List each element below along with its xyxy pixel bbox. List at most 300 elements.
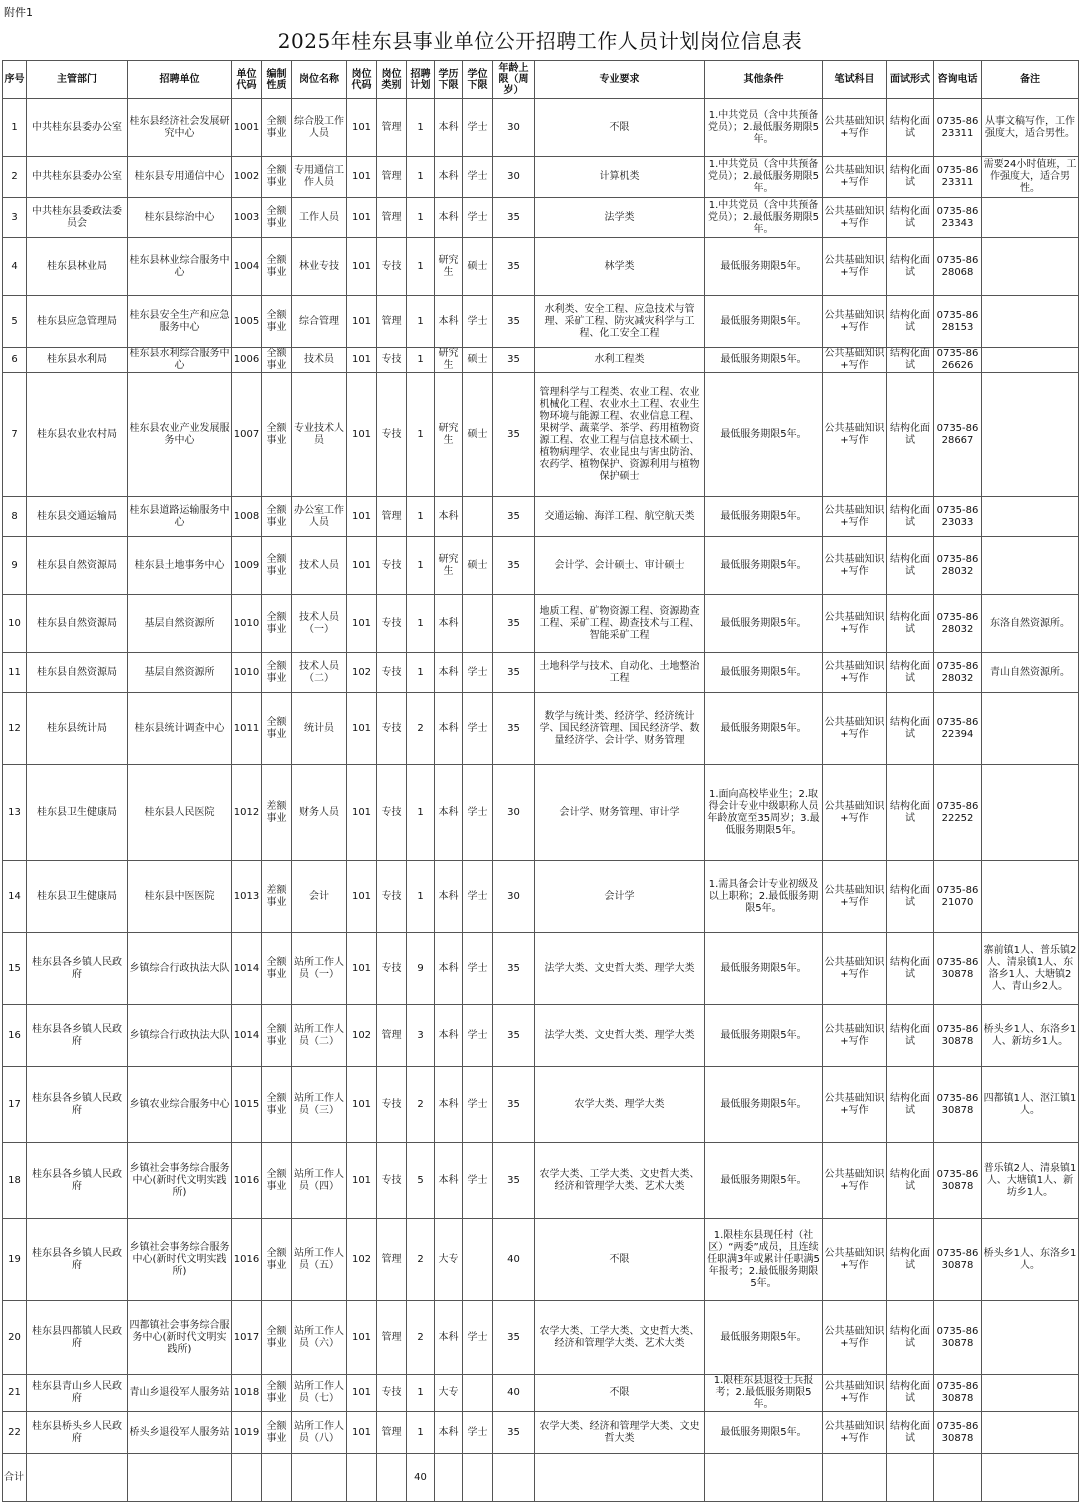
table-row bbox=[3, 1067, 1079, 1143]
cell-post-name: 技术人员（二） bbox=[292, 653, 347, 693]
cell-post-name: 统计员 bbox=[292, 693, 347, 765]
cell-major: 会计学、会计硕士、审计硕士 bbox=[535, 537, 705, 595]
cell-age-max: 35 bbox=[493, 595, 535, 653]
cell-department: 桂东县林业局 bbox=[27, 238, 128, 296]
header-post-category: 岗位类别 bbox=[377, 61, 407, 99]
cell-post-code: 101 bbox=[347, 99, 377, 157]
cell-remarks bbox=[982, 238, 1079, 296]
cell-department: 桂东县各乡镇人民政府 bbox=[27, 1143, 128, 1219]
cell-post-category: 专技 bbox=[377, 348, 407, 373]
table-row bbox=[3, 373, 1079, 497]
cell-no: 20 bbox=[3, 1301, 27, 1375]
cell-post-code: 101 bbox=[347, 1301, 377, 1375]
cell-unit: 桂东县综治中心 bbox=[128, 198, 232, 238]
cell-age-max: 35 bbox=[493, 1067, 535, 1143]
cell-remarks bbox=[982, 693, 1079, 765]
cell-post-name: 专用通信工作人员 bbox=[292, 157, 347, 198]
cell-degree-min: 硕士 bbox=[463, 537, 493, 595]
cell-other-conditions: 最低服务期限5年。 bbox=[705, 1301, 823, 1375]
cell-degree-min bbox=[463, 595, 493, 653]
cell-age-max: 35 bbox=[493, 348, 535, 373]
cell-interview-form: 结构化面试 bbox=[887, 296, 934, 348]
cell-unit: 桂东县统计调查中心 bbox=[128, 693, 232, 765]
cell-major: 不限 bbox=[535, 1375, 705, 1412]
table-row bbox=[3, 693, 1079, 765]
cell-post-category: 专技 bbox=[377, 1375, 407, 1412]
cell-unit: 桂东县经济社会发展研究中心 bbox=[128, 99, 232, 157]
header-unit-code: 单位代码 bbox=[232, 61, 262, 99]
cell-major: 农学大类、工学大类、文史哲大类、经济和管理学大类、艺术大类 bbox=[535, 1143, 705, 1219]
cell-staffing-type: 全额事业 bbox=[262, 1143, 292, 1219]
cell-major: 农学大类、经济和管理学大类、文史哲大类 bbox=[535, 1412, 705, 1454]
cell-department: 桂东县各乡镇人民政府 bbox=[27, 1219, 128, 1301]
cell-age-max: 35 bbox=[493, 693, 535, 765]
table-row bbox=[3, 296, 1079, 348]
cell-unit: 桂东县专用通信中心 bbox=[128, 157, 232, 198]
header-department: 主管部门 bbox=[27, 61, 128, 99]
cell-post-category: 管理 bbox=[377, 1301, 407, 1375]
table-row bbox=[3, 99, 1079, 157]
cell-unit: 基层自然资源所 bbox=[128, 653, 232, 693]
cell-exam-subject: 公共基础知识+写作 bbox=[823, 1005, 887, 1067]
cell-interview-form: 结构化面试 bbox=[887, 765, 934, 861]
cell-age-max: 35 bbox=[493, 1005, 535, 1067]
cell-unit: 桥头乡退役军人服务站 bbox=[128, 1412, 232, 1454]
cell-phone: 0735-8630878 bbox=[934, 1412, 982, 1454]
header-education-min: 学历下限 bbox=[435, 61, 463, 99]
cell-unit-code: 1010 bbox=[232, 595, 262, 653]
cell-plan: 1 bbox=[407, 1375, 435, 1412]
cell-exam-subject: 公共基础知识+写作 bbox=[823, 373, 887, 497]
cell-post-code: 101 bbox=[347, 1143, 377, 1219]
cell-other-conditions: 1.中共党员（含中共预备党员）；2.最低服务期限5年。 bbox=[705, 198, 823, 238]
cell-age-max: 35 bbox=[493, 296, 535, 348]
cell-staffing-type: 全额事业 bbox=[262, 693, 292, 765]
cell-staffing-type: 全额事业 bbox=[262, 296, 292, 348]
cell-age-max: 35 bbox=[493, 1301, 535, 1375]
table-row bbox=[3, 157, 1079, 198]
cell-interview-form: 结构化面试 bbox=[887, 595, 934, 653]
cell-degree-min: 学士 bbox=[463, 765, 493, 861]
cell-department: 桂东县农业农村局 bbox=[27, 373, 128, 497]
cell-other-conditions: 最低服务期限5年。 bbox=[705, 1005, 823, 1067]
cell-post-category: 管理 bbox=[377, 157, 407, 198]
cell-phone: 0735-8621070 bbox=[934, 861, 982, 933]
header-other-conditions: 其他条件 bbox=[705, 61, 823, 99]
total-label: 合计 bbox=[3, 1454, 27, 1502]
cell-no: 19 bbox=[3, 1219, 27, 1301]
table-row bbox=[3, 348, 1079, 373]
cell-other-conditions: 最低服务期限5年。 bbox=[705, 1143, 823, 1219]
cell-interview-form: 结构化面试 bbox=[887, 1005, 934, 1067]
cell-education-min: 本科 bbox=[435, 595, 463, 653]
cell-post-code: 101 bbox=[347, 373, 377, 497]
cell-interview-form: 结构化面试 bbox=[887, 198, 934, 238]
cell-other-conditions: 最低服务期限5年。 bbox=[705, 1412, 823, 1454]
table-row bbox=[3, 1219, 1079, 1301]
cell-degree-min: 学士 bbox=[463, 1301, 493, 1375]
cell-education-min: 本科 bbox=[435, 653, 463, 693]
cell-staffing-type: 全额事业 bbox=[262, 157, 292, 198]
cell-unit-code: 1010 bbox=[232, 653, 262, 693]
cell-no: 3 bbox=[3, 198, 27, 238]
table-row bbox=[3, 933, 1079, 1005]
cell-unit: 桂东县土地事务中心 bbox=[128, 537, 232, 595]
cell-post-name: 站所工作人员（七） bbox=[292, 1375, 347, 1412]
cell-phone: 0735-8630878 bbox=[934, 1301, 982, 1375]
cell-no: 2 bbox=[3, 157, 27, 198]
attachment-label: 附件1 bbox=[4, 6, 33, 19]
cell-interview-form: 结构化面试 bbox=[887, 157, 934, 198]
cell-post-name: 站所工作人员（三） bbox=[292, 1067, 347, 1143]
cell-phone: 0735-8630878 bbox=[934, 1143, 982, 1219]
cell-education-min: 本科 bbox=[435, 1301, 463, 1375]
cell-education-min: 本科 bbox=[435, 99, 463, 157]
cell-post-name: 技术人员（一） bbox=[292, 595, 347, 653]
table-row bbox=[3, 1301, 1079, 1375]
cell-post-name: 站所工作人员（四） bbox=[292, 1143, 347, 1219]
cell-no: 12 bbox=[3, 693, 27, 765]
cell-staffing-type: 全额事业 bbox=[262, 198, 292, 238]
cell-no: 17 bbox=[3, 1067, 27, 1143]
cell-post-name: 站所工作人员（二） bbox=[292, 1005, 347, 1067]
cell-no: 9 bbox=[3, 537, 27, 595]
cell-staffing-type: 全额事业 bbox=[262, 1412, 292, 1454]
cell-education-min: 研究生 bbox=[435, 537, 463, 595]
cell-major: 水利工程类 bbox=[535, 348, 705, 373]
cell-plan: 2 bbox=[407, 1219, 435, 1301]
header-major: 专业要求 bbox=[535, 61, 705, 99]
cell-staffing-type: 差额事业 bbox=[262, 861, 292, 933]
header-unit: 招聘单位 bbox=[128, 61, 232, 99]
cell-remarks bbox=[982, 1375, 1079, 1412]
cell-no: 10 bbox=[3, 595, 27, 653]
cell-no: 4 bbox=[3, 238, 27, 296]
cell-unit-code: 1005 bbox=[232, 296, 262, 348]
cell-phone: 0735-8630878 bbox=[934, 1067, 982, 1143]
cell-interview-form: 结构化面试 bbox=[887, 1301, 934, 1375]
cell-remarks bbox=[982, 765, 1079, 861]
cell-unit: 桂东县水利综合服务中心 bbox=[129, 348, 230, 371]
cell-unit-code: 1008 bbox=[232, 497, 262, 537]
cell-exam-subject: 公共基础知识+写作 bbox=[823, 537, 887, 595]
header-post-name: 岗位名称 bbox=[292, 61, 347, 99]
cell-staffing-type: 全额事业 bbox=[262, 497, 292, 537]
cell-department: 桂东县桥头乡人民政府 bbox=[27, 1412, 128, 1454]
cell-education-min: 本科 bbox=[435, 693, 463, 765]
cell-plan: 5 bbox=[407, 1143, 435, 1219]
cell-post-name: 站所工作人员（五） bbox=[292, 1219, 347, 1301]
cell-post-category: 专技 bbox=[377, 653, 407, 693]
cell-staffing-type: 全额事业 bbox=[262, 537, 292, 595]
cell-post-category: 专技 bbox=[377, 238, 407, 296]
cell-other-conditions: 1.限桂东县退役士兵报考；2.最低服务期限5年。 bbox=[705, 1375, 823, 1412]
cell-education-min: 本科 bbox=[435, 933, 463, 1005]
cell-remarks bbox=[982, 861, 1079, 933]
cell-other-conditions: 最低服务期限5年。 bbox=[705, 537, 823, 595]
cell-unit-code: 1009 bbox=[232, 537, 262, 595]
cell-education-min: 本科 bbox=[435, 861, 463, 933]
cell-interview-form: 结构化面试 bbox=[887, 348, 934, 373]
cell-exam-subject: 公共基础知识+写作 bbox=[824, 348, 885, 371]
header-row bbox=[3, 61, 1079, 99]
cell-major: 计算机类 bbox=[535, 157, 705, 198]
cell-age-max: 35 bbox=[493, 933, 535, 1005]
cell-major: 不限 bbox=[535, 1219, 705, 1301]
cell-remarks: 需要24小时值班，工作强度大，适合男性。 bbox=[982, 157, 1079, 198]
cell-department: 桂东县交通运输局 bbox=[27, 497, 128, 537]
cell-post-code: 101 bbox=[347, 497, 377, 537]
cell-degree-min: 学士 bbox=[463, 1005, 493, 1067]
header-no: 序号 bbox=[3, 61, 27, 99]
cell-exam-subject: 公共基础知识+写作 bbox=[823, 296, 887, 348]
cell-other-conditions: 最低服务期限5年。 bbox=[705, 933, 823, 1005]
cell-interview-form: 结构化面试 bbox=[887, 653, 934, 693]
cell-unit: 乡镇社会事务综合服务中心(新时代文明实践所) bbox=[128, 1143, 232, 1219]
cell-post-code: 101 bbox=[347, 1067, 377, 1143]
cell-phone: 0735-8628032 bbox=[934, 653, 982, 693]
cell-interview-form: 结构化面试 bbox=[887, 537, 934, 595]
cell-exam-subject: 公共基础知识+写作 bbox=[823, 1067, 887, 1143]
cell-department: 桂东县各乡镇人民政府 bbox=[27, 1005, 128, 1067]
cell-phone: 0735-8623311 bbox=[934, 157, 982, 198]
cell-remarks: 桥头乡1人、东洛乡1人。 bbox=[982, 1219, 1079, 1301]
cell-post-code: 101 bbox=[347, 157, 377, 198]
cell-department: 桂东县自然资源局 bbox=[27, 595, 128, 653]
cell-unit-code: 1016 bbox=[232, 1143, 262, 1219]
cell-staffing-type: 全额事业 bbox=[262, 933, 292, 1005]
cell-phone: 0735-8630878 bbox=[934, 1375, 982, 1412]
cell-unit-code: 1016 bbox=[232, 1219, 262, 1301]
cell-education-min: 本科 bbox=[435, 1005, 463, 1067]
header-phone: 咨询电话 bbox=[934, 61, 982, 99]
cell-education-min: 本科 bbox=[435, 1412, 463, 1454]
cell-phone: 0735-8626626 bbox=[934, 348, 982, 373]
cell-phone: 0735-8623343 bbox=[934, 198, 982, 238]
cell-other-conditions: 1.中共党员（含中共预备党员）；2.最低服务期限5年。 bbox=[705, 157, 823, 198]
cell-unit: 乡镇综合行政执法大队 bbox=[128, 1005, 232, 1067]
cell-department: 桂东县各乡镇人民政府 bbox=[27, 933, 128, 1005]
cell-degree-min: 学士 bbox=[463, 157, 493, 198]
table-row bbox=[3, 537, 1079, 595]
cell-staffing-type: 差额事业 bbox=[262, 765, 292, 861]
cell-plan: 1 bbox=[407, 595, 435, 653]
cell-unit: 乡镇综合行政执法大队 bbox=[128, 933, 232, 1005]
cell-other-conditions: 最低服务期限5年。 bbox=[705, 497, 823, 537]
cell-education-min: 大专 bbox=[435, 1375, 463, 1412]
cell-staffing-type: 全额事业 bbox=[262, 1375, 292, 1412]
cell-major: 会计学、财务管理、审计学 bbox=[535, 765, 705, 861]
cell-phone: 0735-8628068 bbox=[934, 238, 982, 296]
cell-age-max: 35 bbox=[493, 1412, 535, 1454]
cell-staffing-type: 全额事业 bbox=[262, 1219, 292, 1301]
cell-age-max: 40 bbox=[493, 1375, 535, 1412]
cell-unit-code: 1014 bbox=[232, 933, 262, 1005]
cell-other-conditions: 1.需具备会计专业初级及以上职称；2.最低服务期限5年。 bbox=[705, 861, 823, 933]
cell-exam-subject: 公共基础知识+写作 bbox=[823, 238, 887, 296]
cell-interview-form: 结构化面试 bbox=[887, 1067, 934, 1143]
cell-major: 不限 bbox=[535, 99, 705, 157]
cell-plan: 1 bbox=[407, 99, 435, 157]
cell-post-code: 101 bbox=[347, 348, 377, 373]
cell-unit: 基层自然资源所 bbox=[128, 595, 232, 653]
cell-no: 18 bbox=[3, 1143, 27, 1219]
cell-major: 水利类、安全工程、应急技术与管理、采矿工程、防灾减灾科学与工程、化工安全工程 bbox=[535, 296, 705, 348]
cell-major: 数学与统计类、经济学、经济统计学、国民经济管理、国民经济学、数量经济学、会计学、财务管理 bbox=[535, 693, 705, 765]
cell-age-max: 35 bbox=[493, 537, 535, 595]
cell-post-code: 101 bbox=[347, 1375, 377, 1412]
cell-other-conditions: 最低服务期限5年。 bbox=[705, 238, 823, 296]
cell-staffing-type: 全额事业 bbox=[262, 1067, 292, 1143]
cell-post-name: 林业专技 bbox=[292, 238, 347, 296]
cell-age-max: 35 bbox=[493, 238, 535, 296]
cell-major: 交通运输、海洋工程、航空航天类 bbox=[535, 497, 705, 537]
header-exam-subject: 笔试科目 bbox=[823, 61, 887, 99]
cell-degree-min: 学士 bbox=[463, 99, 493, 157]
cell-staffing-type: 全额事业 bbox=[262, 373, 292, 497]
cell-no: 13 bbox=[3, 765, 27, 861]
cell-department: 桂东县四都镇人民政府 bbox=[27, 1301, 128, 1375]
cell-unit-code: 1007 bbox=[232, 373, 262, 497]
cell-unit-code: 1003 bbox=[232, 198, 262, 238]
cell-staffing-type: 全额事业 bbox=[262, 1005, 292, 1067]
cell-degree-min bbox=[463, 1219, 493, 1301]
cell-unit: 桂东县道路运输服务中心 bbox=[128, 497, 232, 537]
cell-post-code: 101 bbox=[347, 198, 377, 238]
cell-exam-subject: 公共基础知识+写作 bbox=[823, 1301, 887, 1375]
cell-post-name: 技术人员 bbox=[292, 537, 347, 595]
cell-degree-min: 学士 bbox=[463, 1412, 493, 1454]
cell-interview-form: 结构化面试 bbox=[887, 1412, 934, 1454]
cell-interview-form: 结构化面试 bbox=[887, 99, 934, 157]
cell-education-min: 本科 bbox=[435, 497, 463, 537]
cell-post-name: 综合管理 bbox=[292, 296, 347, 348]
cell-staffing-type: 全额事业 bbox=[262, 238, 292, 296]
cell-exam-subject: 公共基础知识+写作 bbox=[823, 1219, 887, 1301]
cell-education-min: 研究生 bbox=[435, 238, 463, 296]
cell-exam-subject: 公共基础知识+写作 bbox=[823, 595, 887, 653]
cell-unit: 桂东县农业产业发展服务中心 bbox=[128, 373, 232, 497]
cell-post-code: 102 bbox=[347, 653, 377, 693]
cell-post-category: 管理 bbox=[377, 198, 407, 238]
cell-plan: 1 bbox=[407, 497, 435, 537]
cell-exam-subject: 公共基础知识+写作 bbox=[823, 1375, 887, 1412]
cell-exam-subject: 公共基础知识+写作 bbox=[823, 765, 887, 861]
cell-unit-code: 1019 bbox=[232, 1412, 262, 1454]
cell-unit: 乡镇农业综合服务中心 bbox=[128, 1067, 232, 1143]
cell-post-category: 专技 bbox=[377, 861, 407, 933]
cell-post-name: 工作人员 bbox=[292, 198, 347, 238]
cell-remarks bbox=[982, 1301, 1079, 1375]
cell-interview-form: 结构化面试 bbox=[887, 861, 934, 933]
cell-unit-code: 1004 bbox=[232, 238, 262, 296]
cell-age-max: 30 bbox=[493, 861, 535, 933]
cell-remarks bbox=[982, 373, 1079, 497]
cell-age-max: 35 bbox=[493, 373, 535, 497]
cell-post-name: 站所工作人员（一） bbox=[292, 933, 347, 1005]
cell-department: 桂东县应急管理局 bbox=[27, 296, 128, 348]
cell-education-min: 本科 bbox=[435, 1143, 463, 1219]
cell-major: 林学类 bbox=[535, 238, 705, 296]
cell-phone: 0735-8630878 bbox=[934, 1219, 982, 1301]
table-row bbox=[3, 1375, 1079, 1412]
cell-age-max: 30 bbox=[493, 765, 535, 861]
cell-staffing-type: 全额事业 bbox=[262, 1301, 292, 1375]
cell-exam-subject: 公共基础知识+写作 bbox=[823, 157, 887, 198]
cell-post-name: 会计 bbox=[292, 861, 347, 933]
cell-remarks: 寨前镇1人、普乐镇2人、清泉镇1人、东洛乡1人、大塘镇2人、青山乡2人。 bbox=[982, 933, 1079, 1005]
cell-exam-subject: 公共基础知识+写作 bbox=[823, 198, 887, 238]
cell-unit-code: 1014 bbox=[232, 1005, 262, 1067]
cell-post-category: 管理 bbox=[377, 1005, 407, 1067]
cell-phone: 0735-8622252 bbox=[934, 765, 982, 861]
cell-remarks bbox=[982, 198, 1079, 238]
header-degree-min: 学位下限 bbox=[463, 61, 493, 99]
cell-phone: 0735-8623033 bbox=[934, 497, 982, 537]
cell-remarks: 从事文稿写作，工作强度大，适合男性。 bbox=[982, 99, 1079, 157]
cell-other-conditions: 最低服务期限5年。 bbox=[705, 296, 823, 348]
cell-major: 农学大类、理学大类 bbox=[535, 1067, 705, 1143]
cell-staffing-type: 全额事业 bbox=[262, 595, 292, 653]
cell-phone: 0735-8628153 bbox=[934, 296, 982, 348]
cell-department: 中共桂东县委政法委员会 bbox=[27, 198, 128, 238]
cell-degree-min: 学士 bbox=[463, 296, 493, 348]
cell-post-category: 专技 bbox=[377, 693, 407, 765]
cell-post-name: 专业技术人员 bbox=[292, 373, 347, 497]
cell-education-min: 研究生 bbox=[435, 373, 463, 497]
cell-no: 1 bbox=[3, 99, 27, 157]
cell-unit-code: 1002 bbox=[232, 157, 262, 198]
cell-unit-code: 1013 bbox=[232, 861, 262, 933]
cell-phone: 0735-8628032 bbox=[934, 595, 982, 653]
cell-department: 桂东县自然资源局 bbox=[27, 537, 128, 595]
cell-interview-form: 结构化面试 bbox=[887, 238, 934, 296]
header-post-code: 岗位代码 bbox=[347, 61, 377, 99]
cell-department: 桂东县自然资源局 bbox=[27, 653, 128, 693]
cell-plan: 3 bbox=[407, 1005, 435, 1067]
cell-education-min: 本科 bbox=[435, 157, 463, 198]
cell-no: 11 bbox=[3, 653, 27, 693]
cell-unit-code: 1018 bbox=[232, 1375, 262, 1412]
cell-exam-subject: 公共基础知识+写作 bbox=[823, 933, 887, 1005]
cell-staffing-type: 全额事业 bbox=[262, 99, 292, 157]
cell-degree-min: 学士 bbox=[463, 933, 493, 1005]
cell-no: 8 bbox=[3, 497, 27, 537]
cell-plan: 1 bbox=[407, 348, 435, 373]
total-row bbox=[3, 1454, 1079, 1502]
cell-post-code: 101 bbox=[347, 238, 377, 296]
table-row bbox=[3, 497, 1079, 537]
cell-no: 16 bbox=[3, 1005, 27, 1067]
cell-department: 桂东县各乡镇人民政府 bbox=[27, 1067, 128, 1143]
cell-unit: 桂东县人民医院 bbox=[128, 765, 232, 861]
cell-major: 地质工程、矿物资源工程、资源勘查工程、采矿工程、勘查技术与工程、智能采矿工程 bbox=[535, 595, 705, 653]
cell-interview-form: 结构化面试 bbox=[887, 1375, 934, 1412]
cell-remarks bbox=[982, 348, 1079, 373]
cell-education-min: 本科 bbox=[435, 765, 463, 861]
cell-degree-min bbox=[463, 497, 493, 537]
cell-plan: 2 bbox=[407, 1067, 435, 1143]
cell-plan: 1 bbox=[407, 1412, 435, 1454]
cell-degree-min: 学士 bbox=[463, 1067, 493, 1143]
cell-major: 法学类 bbox=[535, 198, 705, 238]
cell-remarks: 青山自然资源所。 bbox=[982, 653, 1079, 693]
cell-major: 法学大类、文史哲大类、理学大类 bbox=[535, 933, 705, 1005]
table-row bbox=[3, 1005, 1079, 1067]
cell-unit: 青山乡退役军人服务站 bbox=[128, 1375, 232, 1412]
cell-staffing-type: 全额事业 bbox=[262, 653, 292, 693]
cell-department: 中共桂东县委办公室 bbox=[27, 157, 128, 198]
